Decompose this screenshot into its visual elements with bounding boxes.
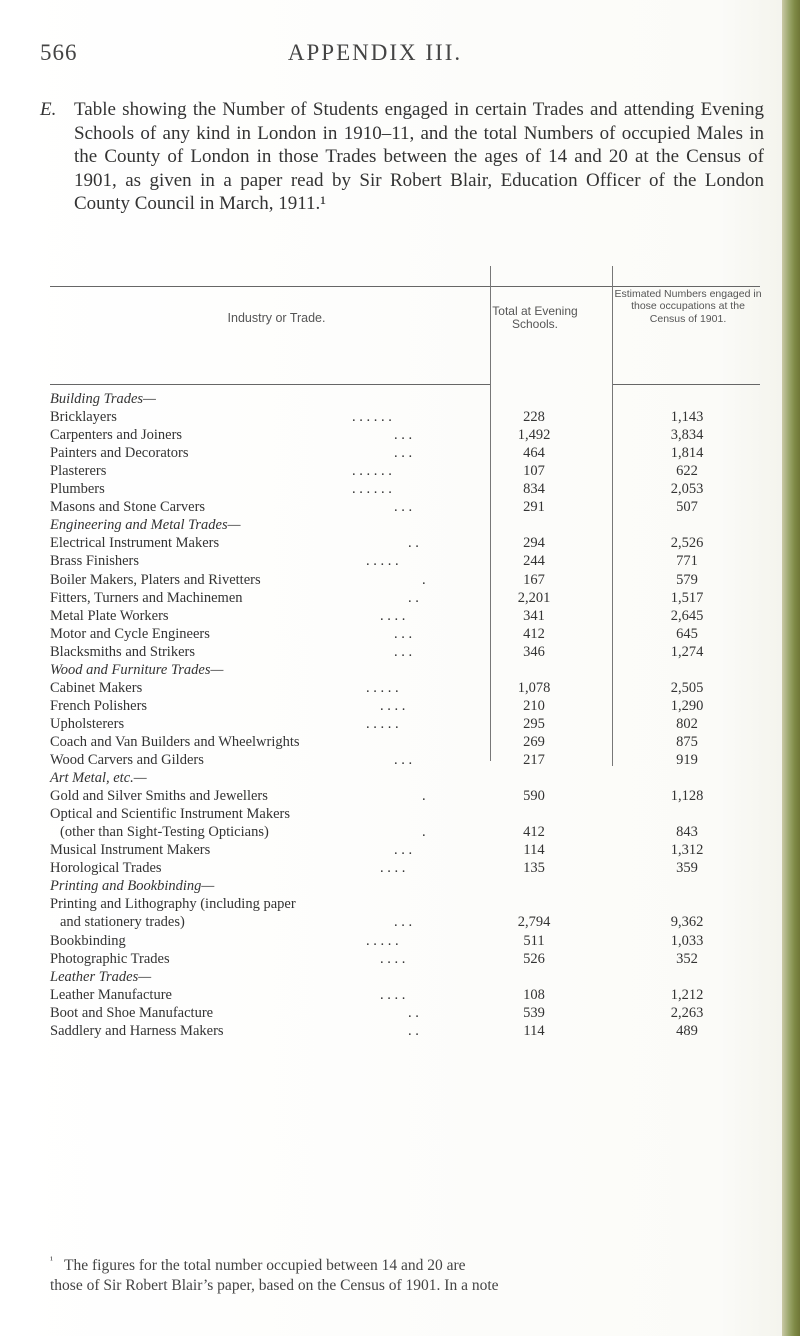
evening-school-total: 539 bbox=[523, 1004, 545, 1021]
evening-school-total: 2,794 bbox=[517, 914, 551, 931]
caption-text: Table showing the Number of Students engaged in certain Trades and attending Evening Schools of any kind in London in 1910–11, and the total Numbers of occupied Males in the County of London in those Trades between the ages of 14 and 20 at the Census of 1901, as given in a paper read by Sir Robert Blair, Education Officer of the London County Council in March, 1911.¹ bbox=[74, 99, 764, 214]
evening-school-total: 412 bbox=[523, 824, 545, 841]
table-row bbox=[50, 789, 760, 804]
census-estimate: 622 bbox=[676, 463, 698, 480]
section-label: Wood and Furniture Trades— bbox=[50, 661, 224, 678]
census-estimate: 645 bbox=[676, 625, 698, 642]
trade-name: Electrical Instrument Makers bbox=[50, 535, 220, 552]
table-row bbox=[50, 825, 760, 840]
table-row bbox=[50, 807, 760, 822]
table-row bbox=[50, 627, 760, 642]
census-estimate: 352 bbox=[676, 950, 698, 967]
section-heading bbox=[50, 518, 760, 533]
trade-name: Blacksmiths and Strikers bbox=[50, 643, 195, 660]
leader-dots: . . . bbox=[394, 445, 413, 462]
footnote-text bbox=[50, 1256, 764, 1296]
trade-name: Boot and Shoe Manufacture bbox=[50, 1004, 214, 1021]
leader-dots: . . . bbox=[394, 914, 413, 931]
table-row bbox=[50, 681, 760, 696]
leader-dots: . . . . . . bbox=[352, 463, 392, 480]
trade-name: Horological Trades bbox=[50, 860, 162, 877]
evening-school-total: 228 bbox=[523, 409, 545, 426]
evening-school-total: 210 bbox=[523, 697, 545, 714]
trade-name: Printing and Lithography (including paper bbox=[50, 896, 296, 913]
census-estimate: 489 bbox=[676, 1022, 698, 1039]
section-heading bbox=[50, 970, 760, 985]
leader-dots: . . . bbox=[394, 643, 413, 660]
section-heading bbox=[50, 771, 760, 786]
census-estimate: 802 bbox=[676, 715, 698, 732]
evening-school-total: 114 bbox=[523, 842, 545, 859]
table-row bbox=[50, 554, 760, 569]
trade-name: French Polishers bbox=[50, 697, 148, 714]
page-edge bbox=[782, 0, 800, 1336]
table-row bbox=[50, 573, 760, 588]
table-row bbox=[50, 843, 760, 858]
census-estimate: 1,128 bbox=[670, 788, 704, 805]
evening-school-total: 294 bbox=[523, 535, 545, 552]
evening-school-total: 244 bbox=[523, 553, 545, 570]
leader-dots: . . . . bbox=[380, 607, 406, 624]
evening-school-total: 346 bbox=[523, 643, 545, 660]
trade-name: Carpenters and Joiners bbox=[50, 427, 183, 444]
table-row bbox=[50, 645, 760, 660]
footnote-mark: ¹ bbox=[50, 1255, 53, 1266]
census-estimate: 919 bbox=[676, 752, 698, 768]
column-header-industry: Industry or Trade. bbox=[227, 311, 326, 325]
section-label: Art Metal, etc.— bbox=[50, 770, 147, 787]
census-estimate: 1,212 bbox=[670, 986, 704, 1003]
table-row bbox=[50, 482, 760, 497]
table-row bbox=[50, 591, 760, 606]
trade-name: Coach and Van Builders and Wheelwrights bbox=[50, 733, 300, 750]
leader-dots: . bbox=[422, 824, 426, 841]
census-estimate: 843 bbox=[676, 824, 698, 841]
leader-dots: . . . . bbox=[380, 986, 406, 1003]
leader-dots: . bbox=[422, 571, 426, 588]
leader-dots: . . . bbox=[394, 427, 413, 444]
trade-name: Bricklayers bbox=[50, 409, 117, 426]
leader-dots: . . . . bbox=[380, 697, 406, 714]
section-heading bbox=[50, 392, 760, 407]
census-estimate: 1,312 bbox=[670, 842, 704, 859]
table-row bbox=[50, 536, 760, 551]
evening-school-total: 834 bbox=[523, 481, 545, 498]
trade-name: Motor and Cycle Engineers bbox=[50, 625, 210, 642]
census-estimate: 2,526 bbox=[670, 535, 704, 552]
leader-dots: . . . . . bbox=[366, 932, 399, 949]
table-row bbox=[50, 952, 760, 967]
trades-table bbox=[50, 286, 762, 1039]
leader-dots: . . . bbox=[394, 752, 413, 768]
section-label: Building Trades— bbox=[50, 391, 156, 407]
page-header bbox=[0, 40, 760, 70]
evening-school-total: 167 bbox=[523, 571, 545, 588]
table-row bbox=[50, 897, 760, 912]
leader-dots: . . . . . bbox=[366, 679, 399, 696]
census-estimate: 9,362 bbox=[670, 914, 704, 931]
trade-name: Optical and Scientific Instrument Makers bbox=[50, 806, 290, 823]
evening-school-total: 107 bbox=[523, 463, 545, 480]
leader-dots: . . bbox=[408, 589, 419, 606]
table-row bbox=[50, 988, 760, 1003]
trade-name: Masons and Stone Carvers bbox=[50, 499, 206, 516]
census-estimate: 359 bbox=[676, 860, 698, 877]
table-row bbox=[50, 735, 760, 750]
evening-school-total: 341 bbox=[523, 607, 545, 624]
evening-school-total: 295 bbox=[523, 715, 545, 732]
table-row bbox=[50, 464, 760, 479]
census-estimate: 579 bbox=[676, 571, 698, 588]
table-row bbox=[50, 1006, 760, 1021]
evening-school-total: 1,078 bbox=[517, 679, 551, 696]
leader-dots: . . bbox=[408, 1004, 419, 1021]
evening-school-total: 526 bbox=[523, 950, 545, 967]
census-estimate: 771 bbox=[676, 553, 698, 570]
table-top-rule bbox=[50, 286, 760, 287]
census-estimate: 2,505 bbox=[670, 679, 704, 696]
trade-name: Boiler Makers, Platers and Rivetters bbox=[50, 571, 261, 588]
trade-name: Gold and Silver Smiths and Jewellers bbox=[50, 788, 268, 805]
page-number: 566 bbox=[40, 40, 78, 65]
table-row bbox=[50, 410, 760, 425]
leader-dots: . . . . . . bbox=[352, 481, 392, 498]
evening-school-total: 412 bbox=[523, 625, 545, 642]
footnote-line: those of Sir Robert Blair’s paper, based on the Census of 1901. In a note bbox=[50, 1277, 499, 1294]
leader-dots: . . . . . bbox=[366, 553, 399, 570]
trade-name: Bookbinding bbox=[50, 932, 126, 949]
leader-dots: . . bbox=[408, 1022, 419, 1039]
leader-dots: . . . bbox=[394, 842, 413, 859]
leader-dots: . . . . . bbox=[366, 715, 399, 732]
leader-dots: . . . bbox=[394, 625, 413, 642]
census-estimate: 1,517 bbox=[670, 589, 704, 606]
census-estimate: 1,814 bbox=[670, 445, 704, 462]
table-row bbox=[50, 753, 760, 768]
leader-dots: . . . . . . bbox=[352, 409, 392, 426]
table-row bbox=[50, 1024, 760, 1039]
trade-name: Cabinet Makers bbox=[50, 679, 143, 696]
trade-name: (other than Sight-Testing Opticians) bbox=[60, 824, 269, 841]
evening-school-total: 269 bbox=[523, 733, 545, 750]
table-row bbox=[50, 934, 760, 949]
trade-name: Painters and Decorators bbox=[50, 445, 189, 462]
census-estimate: 2,645 bbox=[670, 607, 704, 624]
table-row bbox=[50, 446, 760, 461]
section-heading bbox=[50, 663, 760, 678]
evening-school-total: 135 bbox=[523, 860, 545, 877]
trade-name: Musical Instrument Makers bbox=[50, 842, 211, 859]
header-bottom-rule bbox=[50, 384, 490, 385]
census-estimate: 3,834 bbox=[670, 427, 704, 444]
census-estimate: 2,263 bbox=[670, 1004, 704, 1021]
trade-name: Metal Plate Workers bbox=[50, 607, 169, 624]
leader-dots: . bbox=[422, 788, 426, 805]
trade-name: Saddlery and Harness Makers bbox=[50, 1022, 224, 1039]
leader-dots: . . . . bbox=[380, 950, 406, 967]
section-label: Engineering and Metal Trades— bbox=[50, 517, 241, 534]
census-estimate: 1,290 bbox=[670, 697, 704, 714]
table-row bbox=[50, 915, 760, 930]
header-bottom-rule-right bbox=[612, 384, 760, 385]
column-header-total: Total at Evening Schools. bbox=[492, 304, 578, 331]
trade-name: Wood Carvers and Gilders bbox=[50, 752, 204, 768]
trade-name: and stationery trades) bbox=[60, 914, 185, 931]
trade-name: Leather Manufacture bbox=[50, 986, 172, 1003]
section-heading bbox=[50, 879, 760, 894]
census-estimate: 1,143 bbox=[670, 409, 704, 426]
evening-school-total: 590 bbox=[523, 788, 545, 805]
census-estimate: 1,274 bbox=[670, 643, 704, 660]
trade-name: Upholsterers bbox=[50, 715, 125, 732]
table-row bbox=[50, 609, 760, 624]
census-estimate: 507 bbox=[676, 499, 698, 516]
table-row bbox=[50, 717, 760, 732]
evening-school-total: 511 bbox=[523, 932, 545, 949]
trade-name: Fitters, Turners and Machinemen bbox=[50, 589, 243, 606]
trade-name: Brass Finishers bbox=[50, 553, 140, 570]
footnote-line: The figures for the total number occupied between 14 and 20 are bbox=[64, 1257, 466, 1274]
evening-school-total: 217 bbox=[523, 752, 545, 768]
evening-school-total: 291 bbox=[523, 499, 545, 516]
leader-dots: . . . . bbox=[380, 860, 406, 877]
column-header-estimated: Estimated Numbers engaged in those occupations at the Census of 1901. bbox=[614, 288, 762, 325]
trade-name: Plasterers bbox=[50, 463, 107, 480]
evening-school-total: 108 bbox=[523, 986, 545, 1003]
table-row bbox=[50, 428, 760, 443]
census-estimate: 2,053 bbox=[670, 481, 704, 498]
trade-name: Plumbers bbox=[50, 481, 105, 498]
running-head: APPENDIX III. bbox=[287, 40, 463, 65]
census-estimate: 875 bbox=[676, 733, 698, 750]
evening-school-total: 464 bbox=[523, 445, 545, 462]
section-label: E. bbox=[40, 99, 57, 120]
table-row bbox=[50, 500, 760, 515]
table-row bbox=[50, 861, 760, 876]
section-label: Leather Trades— bbox=[50, 968, 152, 985]
trade-name: Photographic Trades bbox=[50, 950, 170, 967]
leader-dots: . . . bbox=[394, 499, 413, 516]
evening-school-total: 114 bbox=[523, 1022, 545, 1039]
evening-school-total: 1,492 bbox=[517, 427, 551, 444]
leader-dots: . . bbox=[408, 535, 419, 552]
section-label: Printing and Bookbinding— bbox=[50, 878, 215, 895]
evening-school-total: 2,201 bbox=[517, 589, 551, 606]
census-estimate: 1,033 bbox=[670, 932, 704, 949]
table-row bbox=[50, 699, 760, 714]
